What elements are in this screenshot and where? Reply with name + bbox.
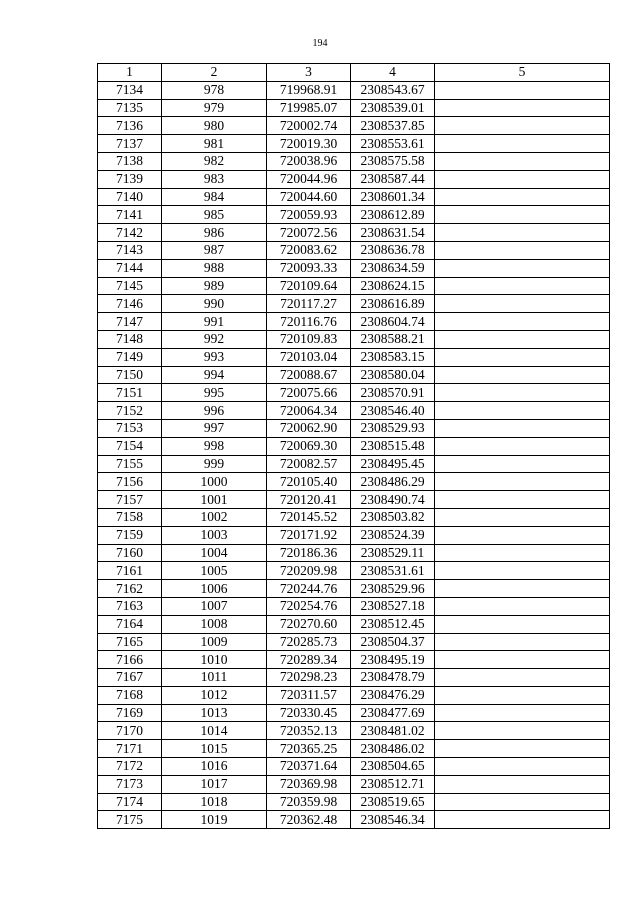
table-cell: 7141 (98, 206, 162, 224)
table-cell: 993 (162, 348, 267, 366)
table-cell: 7167 (98, 669, 162, 687)
table-cell: 7151 (98, 384, 162, 402)
table-cell (435, 740, 610, 758)
table-cell: 1013 (162, 704, 267, 722)
table-row (98, 366, 610, 384)
table-cell: 2308588.21 (351, 330, 435, 348)
table-cell: 7175 (98, 811, 162, 829)
table-cell: 1006 (162, 580, 267, 598)
table-cell: 2308543.67 (351, 81, 435, 99)
table-cell: 7159 (98, 526, 162, 544)
table-cell: 720171.92 (267, 526, 351, 544)
table-cell: 2308546.34 (351, 811, 435, 829)
table-row (98, 330, 610, 348)
table-row (98, 580, 610, 598)
table-cell: 2308512.45 (351, 615, 435, 633)
table-cell (435, 295, 610, 313)
table-cell: 720359.98 (267, 793, 351, 811)
table-cell: 7168 (98, 686, 162, 704)
table-cell (435, 580, 610, 598)
table-cell: 999 (162, 455, 267, 473)
table-body (98, 81, 610, 828)
table-cell: 2308519.65 (351, 793, 435, 811)
table-row (98, 241, 610, 259)
table-cell: 7160 (98, 544, 162, 562)
table-cell: 720093.33 (267, 259, 351, 277)
table-cell: 7157 (98, 491, 162, 509)
table-cell: 720289.34 (267, 651, 351, 669)
table-cell: 7143 (98, 241, 162, 259)
table-header-row (98, 64, 610, 82)
table-cell (435, 526, 610, 544)
table-cell (435, 651, 610, 669)
table-cell: 720109.64 (267, 277, 351, 295)
table-cell: 2308553.61 (351, 135, 435, 153)
table-cell: 2308575.58 (351, 152, 435, 170)
table-cell: 2308512.71 (351, 775, 435, 793)
table-cell: 2308490.74 (351, 491, 435, 509)
table-cell: 2308539.01 (351, 99, 435, 117)
table-cell: 2308631.54 (351, 224, 435, 242)
table-cell: 1012 (162, 686, 267, 704)
table-row (98, 402, 610, 420)
table-cell (435, 669, 610, 687)
table-row (98, 99, 610, 117)
coordinates-table (97, 63, 610, 829)
table-cell: 2308580.04 (351, 366, 435, 384)
table-row (98, 295, 610, 313)
table-cell: 2308529.96 (351, 580, 435, 598)
table-cell: 2308486.02 (351, 740, 435, 758)
table-cell: 720038.96 (267, 152, 351, 170)
table-cell: 720285.73 (267, 633, 351, 651)
table-row (98, 224, 610, 242)
table-cell: 2308612.89 (351, 206, 435, 224)
table-cell: 1007 (162, 597, 267, 615)
table-row (98, 259, 610, 277)
table-cell: 1008 (162, 615, 267, 633)
table-cell: 720369.98 (267, 775, 351, 793)
table-cell: 984 (162, 188, 267, 206)
table-cell (435, 402, 610, 420)
table-cell: 720088.67 (267, 366, 351, 384)
table-row (98, 508, 610, 526)
table-cell (435, 686, 610, 704)
table-cell: 982 (162, 152, 267, 170)
table-row (98, 758, 610, 776)
table-cell: 989 (162, 277, 267, 295)
table-cell (435, 313, 610, 331)
table-cell: 720072.56 (267, 224, 351, 242)
table-cell: 720044.96 (267, 170, 351, 188)
table-cell: 2308570.91 (351, 384, 435, 402)
table-cell (435, 793, 610, 811)
table-cell (435, 170, 610, 188)
table-cell: 7135 (98, 99, 162, 117)
table-cell: 720116.76 (267, 313, 351, 331)
table-cell: 720082.57 (267, 455, 351, 473)
table-cell: 7149 (98, 348, 162, 366)
table-cell: 7156 (98, 473, 162, 491)
table-cell: 7148 (98, 330, 162, 348)
table-row (98, 633, 610, 651)
table-cell (435, 473, 610, 491)
table-cell: 720064.34 (267, 402, 351, 420)
table-cell: 720352.13 (267, 722, 351, 740)
table-cell (435, 633, 610, 651)
table-cell: 1001 (162, 491, 267, 509)
column-header: 5 (435, 64, 610, 82)
table-cell (435, 99, 610, 117)
table-cell: 996 (162, 402, 267, 420)
column-header: 1 (98, 64, 162, 82)
table-cell: 1015 (162, 740, 267, 758)
table-cell: 2308481.02 (351, 722, 435, 740)
table-cell: 720365.25 (267, 740, 351, 758)
table-cell (435, 277, 610, 295)
table-cell: 979 (162, 99, 267, 117)
table-cell: 7146 (98, 295, 162, 313)
table-cell: 720002.74 (267, 117, 351, 135)
table-row (98, 597, 610, 615)
table-cell (435, 241, 610, 259)
table-cell: 7137 (98, 135, 162, 153)
table-cell: 720062.90 (267, 419, 351, 437)
table-cell (435, 775, 610, 793)
table-cell: 720083.62 (267, 241, 351, 259)
table-row (98, 455, 610, 473)
table-cell: 720330.45 (267, 704, 351, 722)
table-cell (435, 758, 610, 776)
table-cell: 7171 (98, 740, 162, 758)
table-cell: 7144 (98, 259, 162, 277)
table-cell: 998 (162, 437, 267, 455)
table-cell (435, 597, 610, 615)
table-cell: 2308537.85 (351, 117, 435, 135)
table-row (98, 491, 610, 509)
table-row (98, 170, 610, 188)
table-cell: 2308495.19 (351, 651, 435, 669)
table-cell (435, 491, 610, 509)
table-cell: 2308634.59 (351, 259, 435, 277)
table-cell: 7154 (98, 437, 162, 455)
table-cell: 1014 (162, 722, 267, 740)
table-cell: 2308546.40 (351, 402, 435, 420)
table-cell: 7164 (98, 615, 162, 633)
table-cell: 2308477.69 (351, 704, 435, 722)
table-cell: 7150 (98, 366, 162, 384)
table-cell: 720298.23 (267, 669, 351, 687)
table-row (98, 384, 610, 402)
table-cell: 980 (162, 117, 267, 135)
table-cell: 7134 (98, 81, 162, 99)
table-cell: 720270.60 (267, 615, 351, 633)
table-row (98, 793, 610, 811)
table-cell (435, 544, 610, 562)
table-cell (435, 330, 610, 348)
table-cell: 981 (162, 135, 267, 153)
table-cell (435, 455, 610, 473)
table-cell (435, 704, 610, 722)
table-cell: 720254.76 (267, 597, 351, 615)
table-row (98, 188, 610, 206)
table-cell: 1005 (162, 562, 267, 580)
table-cell: 2308527.18 (351, 597, 435, 615)
table-cell: 7147 (98, 313, 162, 331)
table-cell: 2308504.37 (351, 633, 435, 651)
table-cell: 983 (162, 170, 267, 188)
table-cell (435, 562, 610, 580)
table-cell (435, 811, 610, 829)
table-cell: 995 (162, 384, 267, 402)
table-cell: 7152 (98, 402, 162, 420)
table-cell (435, 81, 610, 99)
table-cell: 2308524.39 (351, 526, 435, 544)
table-cell: 991 (162, 313, 267, 331)
table-cell (435, 135, 610, 153)
table-cell: 986 (162, 224, 267, 242)
table-row (98, 348, 610, 366)
table-cell: 720145.52 (267, 508, 351, 526)
table-cell: 7161 (98, 562, 162, 580)
table-cell: 719985.07 (267, 99, 351, 117)
table-cell (435, 152, 610, 170)
table-row (98, 740, 610, 758)
table-cell: 7142 (98, 224, 162, 242)
table-cell: 2308529.93 (351, 419, 435, 437)
table-row (98, 775, 610, 793)
table-cell (435, 384, 610, 402)
table-cell: 720105.40 (267, 473, 351, 491)
table-cell: 720019.30 (267, 135, 351, 153)
table-cell: 720103.04 (267, 348, 351, 366)
table-cell: 720044.60 (267, 188, 351, 206)
table-cell: 720059.93 (267, 206, 351, 224)
table-row (98, 117, 610, 135)
table-cell: 990 (162, 295, 267, 313)
table-cell: 2308503.82 (351, 508, 435, 526)
table-cell: 7138 (98, 152, 162, 170)
table-cell: 988 (162, 259, 267, 277)
table-cell: 2308604.74 (351, 313, 435, 331)
column-header: 4 (351, 64, 435, 82)
table-cell: 7153 (98, 419, 162, 437)
table-cell: 7145 (98, 277, 162, 295)
table-cell: 2308478.79 (351, 669, 435, 687)
table-cell: 720109.83 (267, 330, 351, 348)
table-cell: 720186.36 (267, 544, 351, 562)
table-row (98, 686, 610, 704)
table-cell (435, 722, 610, 740)
column-header: 2 (162, 64, 267, 82)
table-row (98, 419, 610, 437)
table-cell: 2308529.11 (351, 544, 435, 562)
table-row (98, 526, 610, 544)
table-cell: 7172 (98, 758, 162, 776)
table-cell: 2308587.44 (351, 170, 435, 188)
table-cell (435, 508, 610, 526)
table-row (98, 152, 610, 170)
table-row (98, 562, 610, 580)
table-cell: 720069.30 (267, 437, 351, 455)
table-row (98, 669, 610, 687)
table-cell: 985 (162, 206, 267, 224)
table-cell: 7163 (98, 597, 162, 615)
table-row (98, 651, 610, 669)
table-cell: 994 (162, 366, 267, 384)
table-cell: 720371.64 (267, 758, 351, 776)
table-cell: 720244.76 (267, 580, 351, 598)
table-cell: 720120.41 (267, 491, 351, 509)
table-cell (435, 188, 610, 206)
table-cell (435, 615, 610, 633)
table-cell: 1000 (162, 473, 267, 491)
table-row (98, 313, 610, 331)
table-cell: 7139 (98, 170, 162, 188)
table-cell: 720362.48 (267, 811, 351, 829)
table-cell: 1002 (162, 508, 267, 526)
table-cell: 2308495.45 (351, 455, 435, 473)
table-cell: 992 (162, 330, 267, 348)
table-cell: 7169 (98, 704, 162, 722)
table-row (98, 544, 610, 562)
table-cell: 978 (162, 81, 267, 99)
table-row (98, 81, 610, 99)
table-cell: 997 (162, 419, 267, 437)
table-cell (435, 419, 610, 437)
table-cell: 720209.98 (267, 562, 351, 580)
table-row (98, 437, 610, 455)
table-cell: 987 (162, 241, 267, 259)
table-cell: 7166 (98, 651, 162, 669)
table-cell (435, 206, 610, 224)
table-cell: 7170 (98, 722, 162, 740)
table-cell: 2308583.15 (351, 348, 435, 366)
table-cell: 2308504.65 (351, 758, 435, 776)
table-cell: 719968.91 (267, 81, 351, 99)
table-cell: 7155 (98, 455, 162, 473)
table-row (98, 473, 610, 491)
table-cell: 7174 (98, 793, 162, 811)
table-row (98, 206, 610, 224)
table-cell: 1011 (162, 669, 267, 687)
table-row (98, 615, 610, 633)
table-cell: 1010 (162, 651, 267, 669)
table-cell: 1009 (162, 633, 267, 651)
table-cell: 1004 (162, 544, 267, 562)
table-cell: 7162 (98, 580, 162, 598)
table-cell: 2308624.15 (351, 277, 435, 295)
column-header: 3 (267, 64, 351, 82)
table-cell: 1003 (162, 526, 267, 544)
table-cell: 2308531.61 (351, 562, 435, 580)
table-cell: 7140 (98, 188, 162, 206)
table-cell: 1018 (162, 793, 267, 811)
table-row (98, 811, 610, 829)
table-row (98, 277, 610, 295)
table-cell: 1017 (162, 775, 267, 793)
table-cell: 7165 (98, 633, 162, 651)
table-cell: 2308636.78 (351, 241, 435, 259)
table-cell: 2308616.89 (351, 295, 435, 313)
table-cell: 7158 (98, 508, 162, 526)
table-cell (435, 348, 610, 366)
table-cell: 2308515.48 (351, 437, 435, 455)
table-cell: 720311.57 (267, 686, 351, 704)
table-row (98, 704, 610, 722)
table-cell (435, 366, 610, 384)
page-number: 194 (312, 38, 328, 49)
table-cell (435, 259, 610, 277)
table-cell: 7136 (98, 117, 162, 135)
table-cell (435, 117, 610, 135)
table-row (98, 722, 610, 740)
table-cell: 1019 (162, 811, 267, 829)
table-cell: 720075.66 (267, 384, 351, 402)
table-row (98, 135, 610, 153)
table-cell: 2308601.34 (351, 188, 435, 206)
table-cell (435, 437, 610, 455)
table-cell: 2308486.29 (351, 473, 435, 491)
table-cell: 7173 (98, 775, 162, 793)
table-cell: 720117.27 (267, 295, 351, 313)
table-cell (435, 224, 610, 242)
table-cell: 2308476.29 (351, 686, 435, 704)
table-cell: 1016 (162, 758, 267, 776)
